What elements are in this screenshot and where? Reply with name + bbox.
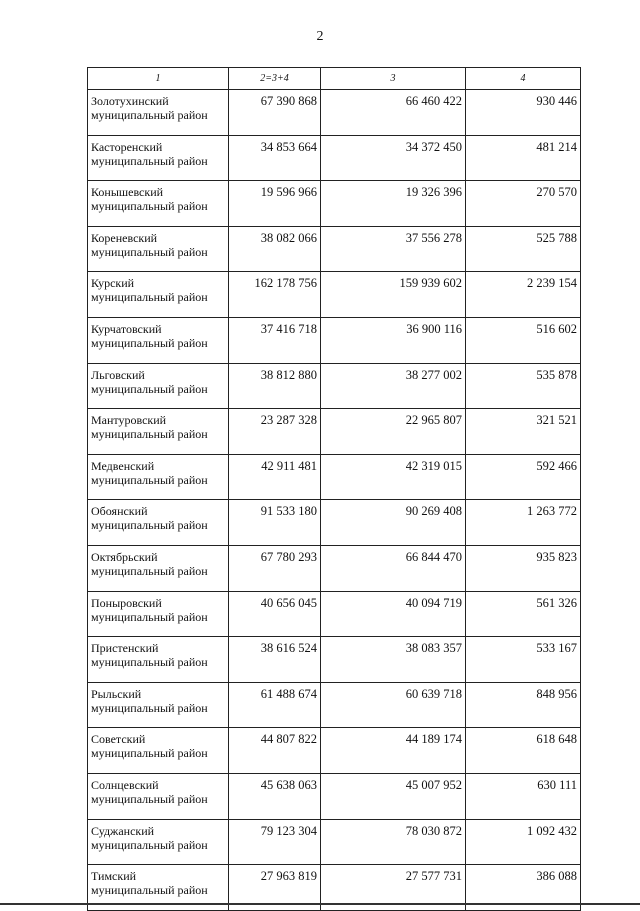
table-row	[88, 637, 581, 683]
district-type: муниципальный район	[91, 381, 208, 396]
column-4-amount-cell: 535 878	[466, 363, 581, 409]
column-3-amount-cell: 159 939 602	[321, 272, 466, 318]
district-type: муниципальный район	[91, 518, 208, 533]
district-name-cell	[88, 135, 229, 181]
table-body	[88, 90, 581, 911]
column-4-amount-cell: 930 446	[466, 90, 581, 136]
district-name-cell	[88, 454, 229, 500]
total-amount-cell: 38 812 880	[229, 363, 321, 409]
district-type: муниципальный район	[91, 883, 208, 898]
table-row	[88, 454, 581, 500]
table-row	[88, 545, 581, 591]
district-type: муниципальный район	[91, 791, 208, 806]
column-4-amount-cell: 592 466	[466, 454, 581, 500]
column-3-amount-cell: 42 319 015	[321, 454, 466, 500]
district-name: Курский	[91, 276, 135, 291]
column-4-amount-cell: 481 214	[466, 135, 581, 181]
table-header	[88, 68, 581, 90]
column-4-amount-cell: 525 788	[466, 226, 581, 272]
column-3-amount-cell: 60 639 718	[321, 682, 466, 728]
district-name: Льговский	[91, 367, 145, 382]
district-name-cell	[88, 545, 229, 591]
district-type: муниципальный район	[91, 108, 208, 122]
column-3-amount-cell: 44 189 174	[321, 728, 466, 774]
district-type: муниципальный район	[91, 153, 208, 168]
column-3-amount-cell: 40 094 719	[321, 591, 466, 637]
header-col-2: 2=3+4	[229, 68, 321, 90]
total-amount-cell: 38 082 066	[229, 226, 321, 272]
district-type: муниципальный район	[91, 746, 208, 761]
column-3-amount-cell: 66 844 470	[321, 545, 466, 591]
column-4-amount-cell: 516 602	[466, 317, 581, 363]
column-3-amount-cell: 36 900 116	[321, 317, 466, 363]
column-3-amount-cell: 34 372 450	[321, 135, 466, 181]
column-4-amount-cell: 1 092 432	[466, 819, 581, 865]
district-name: Обоянский	[91, 504, 148, 519]
district-name: Золотухинский	[91, 94, 169, 108]
column-3-amount-cell: 22 965 807	[321, 409, 466, 455]
table-row	[88, 90, 581, 136]
table-row	[88, 363, 581, 409]
district-name: Солнцевский	[91, 777, 159, 792]
district-type: муниципальный район	[91, 700, 208, 715]
district-name: Рыльский	[91, 686, 142, 701]
district-name: Кореневский	[91, 230, 158, 245]
column-4-amount-cell: 848 956	[466, 682, 581, 728]
district-name: Тимский	[91, 869, 137, 884]
district-name: Советский	[91, 732, 146, 747]
district-name: Мантуровский	[91, 413, 167, 428]
district-type: муниципальный район	[91, 472, 208, 487]
district-name-cell	[88, 500, 229, 546]
table-row	[88, 591, 581, 637]
column-3-amount-cell: 45 007 952	[321, 773, 466, 819]
column-3-amount-cell: 90 269 408	[321, 500, 466, 546]
district-type: муниципальный район	[91, 837, 208, 852]
district-name-cell	[88, 728, 229, 774]
district-type: муниципальный район	[91, 655, 208, 670]
total-amount-cell: 67 780 293	[229, 545, 321, 591]
total-amount-cell: 38 616 524	[229, 637, 321, 683]
table-row	[88, 135, 581, 181]
header-col-1: 1	[88, 68, 229, 90]
table-row	[88, 181, 581, 227]
table-row	[88, 500, 581, 546]
page-number: 2	[316, 29, 324, 44]
district-name-cell	[88, 773, 229, 819]
column-4-amount-cell: 321 521	[466, 409, 581, 455]
column-4-amount-cell: 386 088	[466, 865, 581, 911]
district-type: муниципальный район	[91, 199, 208, 214]
district-type: муниципальный район	[91, 609, 208, 624]
district-name-cell	[88, 591, 229, 637]
district-type: муниципальный район	[91, 244, 208, 259]
district-name-cell	[88, 819, 229, 865]
total-amount-cell: 162 178 756	[229, 272, 321, 318]
table-row	[88, 409, 581, 455]
district-name-cell	[88, 637, 229, 683]
total-amount-cell: 23 287 328	[229, 409, 321, 455]
district-name-cell	[88, 181, 229, 227]
column-4-amount-cell: 2 239 154	[466, 272, 581, 318]
district-type: муниципальный район	[91, 335, 208, 350]
column-3-amount-cell: 19 326 396	[321, 181, 466, 227]
district-name-cell	[88, 317, 229, 363]
column-4-amount-cell: 270 570	[466, 181, 581, 227]
table-row	[88, 819, 581, 865]
table-row	[88, 226, 581, 272]
total-amount-cell: 67 390 868	[229, 90, 321, 136]
total-amount-cell: 91 533 180	[229, 500, 321, 546]
district-name: Медвенский	[91, 458, 155, 473]
column-3-amount-cell: 27 577 731	[321, 865, 466, 911]
header-row	[88, 68, 581, 90]
table-row	[88, 317, 581, 363]
column-4-amount-cell: 533 167	[466, 637, 581, 683]
district-name: Поныровский	[91, 595, 162, 610]
total-amount-cell: 45 638 063	[229, 773, 321, 819]
column-3-amount-cell: 37 556 278	[321, 226, 466, 272]
total-amount-cell: 19 596 966	[229, 181, 321, 227]
district-type: муниципальный район	[91, 290, 208, 305]
column-4-amount-cell: 630 111	[466, 773, 581, 819]
district-name-cell	[88, 272, 229, 318]
table-row	[88, 682, 581, 728]
column-3-amount-cell: 38 083 357	[321, 637, 466, 683]
total-amount-cell: 34 853 664	[229, 135, 321, 181]
total-amount-cell: 79 123 304	[229, 819, 321, 865]
column-3-amount-cell: 38 277 002	[321, 363, 466, 409]
district-name-cell	[88, 226, 229, 272]
district-name: Суджанский	[91, 823, 155, 838]
table-row	[88, 773, 581, 819]
total-amount-cell: 44 807 822	[229, 728, 321, 774]
district-type: муниципальный район	[91, 563, 208, 578]
column-4-amount-cell: 935 823	[466, 545, 581, 591]
column-3-amount-cell: 78 030 872	[321, 819, 466, 865]
district-name-cell	[88, 363, 229, 409]
district-name: Касторенский	[91, 139, 163, 154]
district-name: Курчатовский	[91, 321, 162, 336]
table-row	[88, 272, 581, 318]
column-4-amount-cell: 561 326	[466, 591, 581, 637]
district-name: Конышевский	[91, 185, 164, 200]
total-amount-cell: 40 656 045	[229, 591, 321, 637]
column-4-amount-cell: 1 263 772	[466, 500, 581, 546]
table-row	[88, 728, 581, 774]
district-name-cell	[88, 90, 229, 136]
total-amount-cell: 27 963 819	[229, 865, 321, 911]
total-amount-cell: 37 416 718	[229, 317, 321, 363]
district-name-cell	[88, 682, 229, 728]
header-col-3: 3	[321, 68, 466, 90]
column-3-amount-cell: 66 460 422	[321, 90, 466, 136]
district-name-cell	[88, 409, 229, 455]
district-type: муниципальный район	[91, 427, 208, 442]
header-col-4: 4	[466, 68, 581, 90]
district-name: Октябрьский	[91, 549, 158, 564]
budget-table	[87, 67, 581, 911]
column-4-amount-cell: 618 648	[466, 728, 581, 774]
total-amount-cell: 61 488 674	[229, 682, 321, 728]
total-amount-cell: 42 911 481	[229, 454, 321, 500]
district-name: Пристенский	[91, 641, 159, 656]
